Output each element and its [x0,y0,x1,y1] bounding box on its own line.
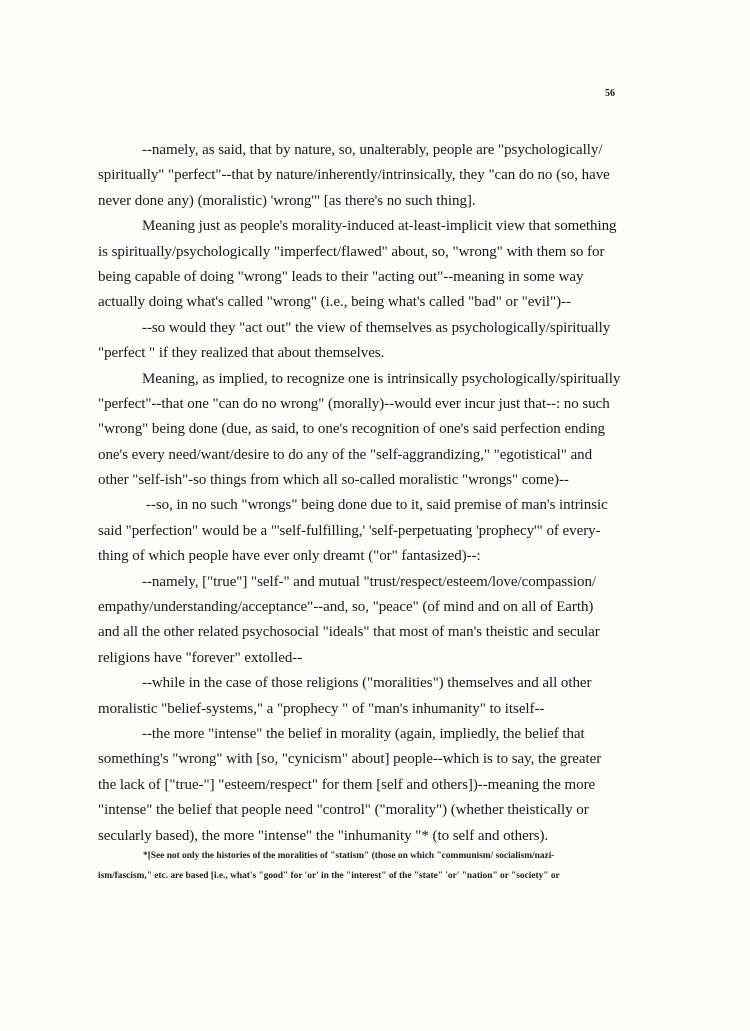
text-line: the lack of ["true-"] "esteem/respect" for them [self and others])--meaning the more [98,776,596,793]
text-line: other "self-ish"-so things from which all so-called moralistic "wrongs" come)-- [98,472,569,489]
text-line: --so, in no such "wrongs" being done due to it, said premise of man's intrinsic [146,497,608,514]
text-line: empathy/understanding/acceptance"--and, so, "peace" (of mind and on all of Earth) [98,599,594,616]
text-line: "wrong" being done (due, as said, to one's recognition of one's said perfection ending [98,421,605,438]
text-line: thing of which people have ever only dreamt ("or" fantasized)--: [98,548,481,565]
text-line: and all the other related psychosocial "ideals" that most of man's theistic and secular [98,624,600,641]
text-line: something's "wrong" with [so, "cynicism" about] people--which is to say, the greater [98,751,602,768]
text-line: "perfect"--that one "can do no wrong" (morally)--would ever incur just that--: no such [98,395,610,412]
text-line: spiritually" "perfect"--that by nature/inherently/intrinsically, they "can do no (so, have [98,167,610,184]
text-line: is spiritually/psychologically "imperfect/flawed" about, so, "wrong" with them so for [98,243,605,260]
text-line: being capable of doing "wrong" leads to their "acting out"--meaning in some way [98,268,584,285]
text-line: Meaning just as people's morality-induced at-least-implicit view that something [142,218,617,235]
text-line: --namely, as said, that by nature, so, unalterably, people are "psychologically/ [142,142,603,158]
text-line: never done any) (moralistic) 'wrong'" [as there's no such thing]. [98,192,476,209]
page-number: 56 [605,88,615,99]
text-line: secularly based), the more "intense" the "inhumanity "* (to self and others). [98,827,549,844]
text-line: --namely, ["true"] "self-" and mutual "trust/respect/esteem/love/compassion/ [142,573,597,590]
text-line: "perfect " if they realized that about themselves. [98,345,385,362]
text-line: moralistic "belief-systems," a "prophecy " of "man's inhumanity" to itself-- [98,700,545,717]
text-line: one's every need/want/desire to do any of the "self-aggrandizing," "egotistical" and [98,446,593,463]
footnote [98,846,628,886]
text-line: religions have "forever" extolled-- [98,649,303,666]
text-line: --the more "intense" the belief in morality (again, impliedly, the belief that [142,725,585,742]
text-line: --so would they "act out" the view of themselves as psychologically/spiritually [142,319,611,336]
text-line: said "perfection" would be a "'self-fulfilling,' 'self-perpetuating 'prophecy'" of every- [98,522,601,539]
body-text [98,138,621,849]
text-line: --while in the case of those religions ("moralities") themselves and all other [142,675,592,692]
footnote-line: *[See not only the histories of the moralities of "statism" (those on which "communism/ socialism/nazi- [143,851,555,861]
text-line: "intense" the belief that people need "control" ("morality") (whether theistically or [98,802,589,819]
text-line: actually doing what's called "wrong" (i.e., being what's called "bad" or "evil")-- [98,294,571,311]
footnote-line: ism/fascism," etc. are based [i.e., what's "good" for 'or' in the "interest" of the "state" 'or' "nation" or "society" or [98,871,560,881]
text-line: Meaning, as implied, to recognize one is intrinsically psychologically/spiritually [142,370,621,387]
